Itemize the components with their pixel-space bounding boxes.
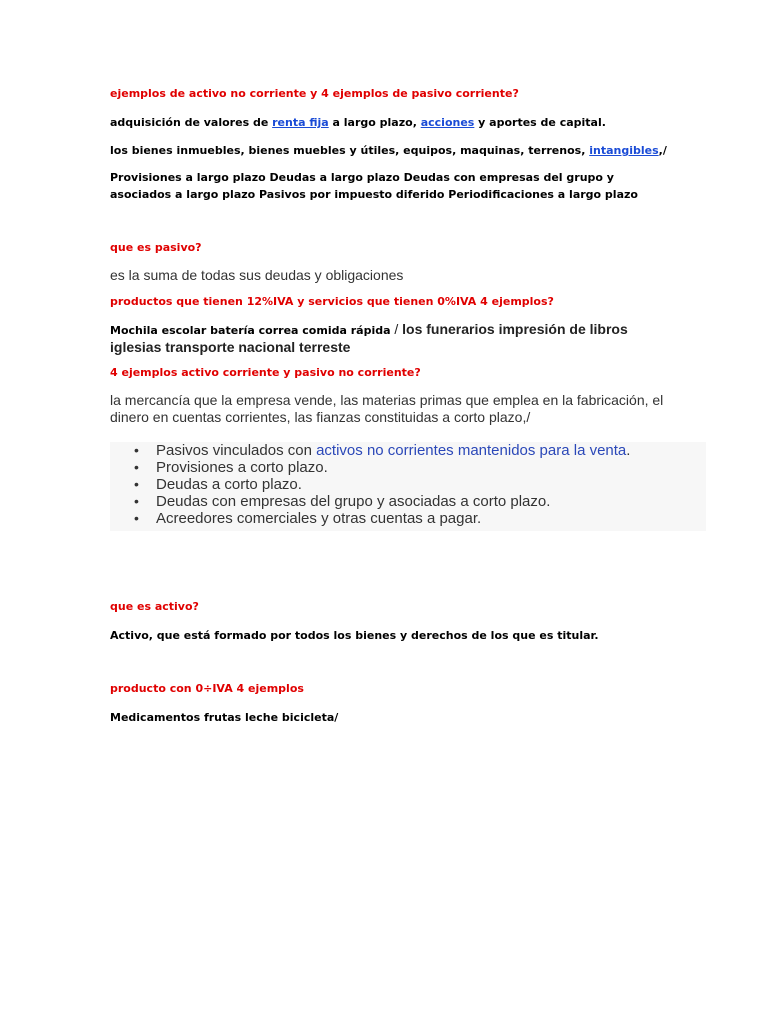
link-acciones[interactable]: acciones [420,116,475,129]
question-activo-no-corriente: ejemplos de activo no corriente y 4 ejemplos de pasivo corriente? [110,87,519,100]
link-activos-no-corrientes[interactable]: activos no corrientes mantenidos para la venta [316,442,627,459]
list-item [134,510,706,527]
list-item [134,476,706,493]
list-item-text: Pasivos vinculados con [156,442,317,459]
answer-activo: Activo, que está formado por todos los bienes y derechos de los que es titular. [110,629,599,642]
answer-text: y aportes de capital. [474,116,606,129]
answer-text: los bienes inmuebles, bienes muebles y útiles, equipos, maquinas, terrenos, [110,144,590,157]
answer-mercancia: la mercancía que la empresa vende, las materias primas que emplea en la fabricación, el dinero en cuentas corrientes, las fianzas constituidas a corto plazo,/ [110,392,664,425]
answer-provisiones: Provisiones a largo plazo Deudas a largo plazo Deudas con empresas del grupo y asociados a largo plazo Pasivos por impuesto diferido Periodificaciones a largo plazo [110,171,638,201]
list-item [134,442,706,459]
answer-services: los funerarios impresión de libros iglesias transporte nacional terreste [110,321,628,355]
answer-text: a largo plazo, [328,116,421,129]
answer-medicamentos: Medicamentos frutas leche bicicleta/ [110,711,339,724]
bullet-icon: • [134,510,139,526]
answer-pasivo: es la suma de todas sus deudas y obligaciones [110,267,404,283]
question-activo-corriente: 4 ejemplos activo corriente y pasivo no corriente? [110,366,421,379]
answer-productos [110,321,630,357]
answer-text: adquisición de valores de [110,116,273,129]
question-producto-0-iva: producto con 0÷IVA 4 ejemplos [110,682,304,695]
list-item-text: Acreedores comerciales y otras cuentas a pagar. [156,510,482,527]
answer-bienes [110,142,670,159]
pasivo-corriente-list [110,442,706,531]
list-item-text: Deudas a corto plazo. [156,476,302,493]
list-item [134,493,706,510]
link-intangibles[interactable]: intangibles [589,144,659,157]
answer-valores [110,114,670,131]
question-productos-iva: productos que tienen 12%IVA y servicios que tienen 0%IVA 4 ejemplos? [110,295,554,308]
bullet-icon: • [134,459,139,475]
bullet-icon: • [134,442,139,458]
question-que-es-pasivo: que es pasivo? [110,241,202,254]
bullet-icon: • [134,493,139,509]
answer-text: ,/ [658,144,667,157]
list-item-text: Provisiones a corto plazo. [156,459,328,476]
list-item-text: Deudas con empresas del grupo y asociadas a corto plazo. [156,493,551,510]
list-item [134,459,706,476]
slash-separator: / [394,321,399,337]
question-que-es-activo: que es activo? [110,600,199,613]
bullet-icon: • [134,476,139,492]
list-item-text: . [626,442,631,459]
answer-text: Mochila escolar batería correa comida rápida [110,324,395,337]
link-renta-fija[interactable]: renta fija [272,116,329,129]
